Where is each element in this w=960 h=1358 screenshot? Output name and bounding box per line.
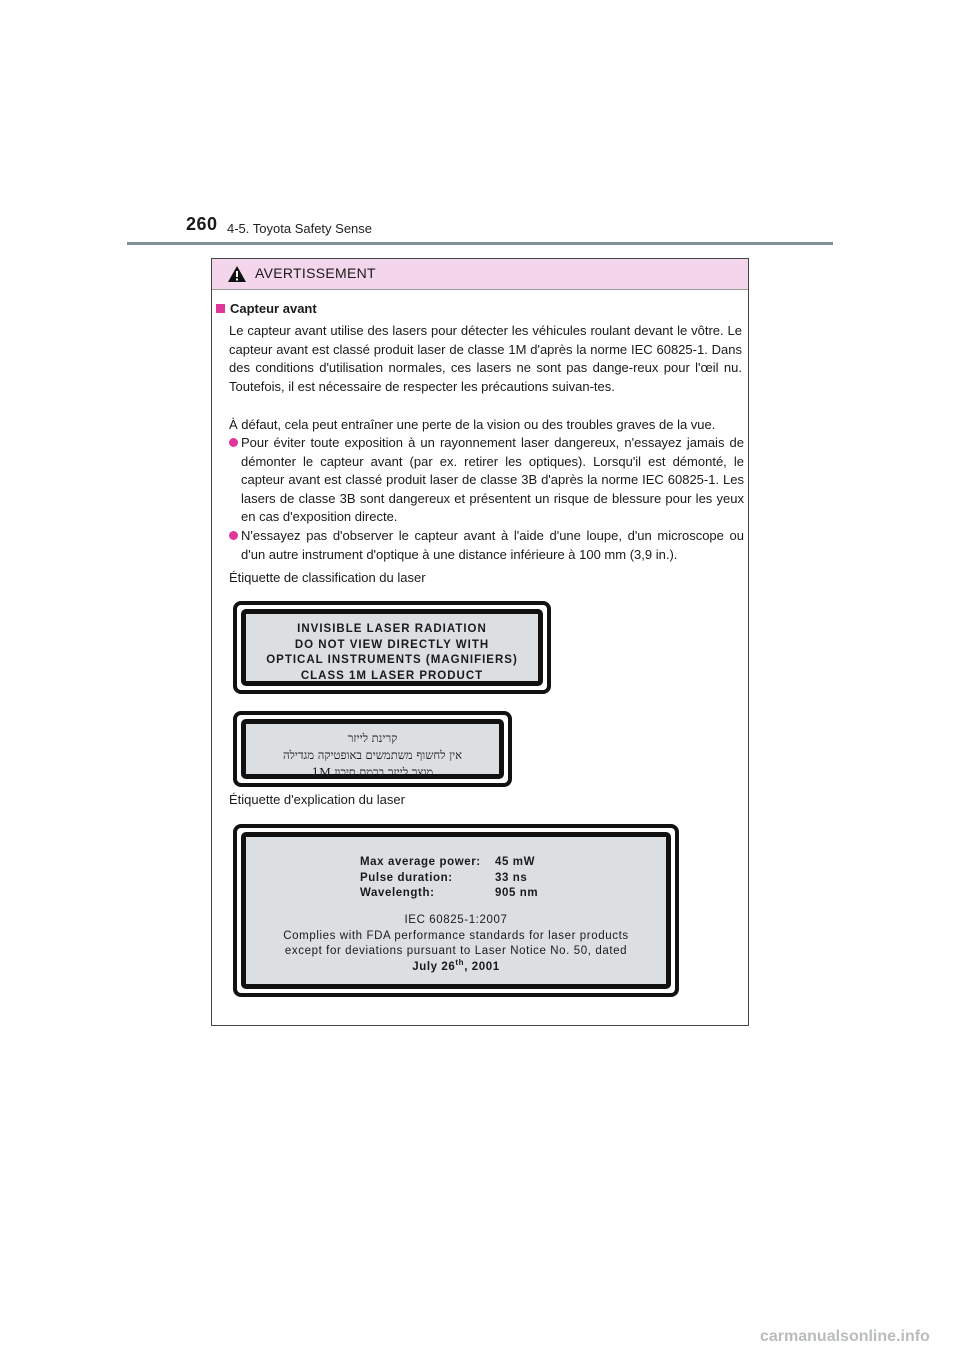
header-rule (127, 242, 833, 245)
spec-list (360, 855, 538, 902)
paragraph-2: À défaut, cela peut entraîner une perte de la vision ou des troubles graves de la vue. (229, 417, 716, 432)
date-line: July 26th, 2001 (412, 957, 500, 973)
label-line: OPTICAL INSTRUMENTS (MAGNIFIERS) (266, 654, 518, 666)
label-line: אין לחשוף משתמשים באופטיקה מגדילה (282, 748, 463, 762)
compliance-line: Complies with FDA performance standards for laser products (283, 929, 629, 942)
label-line: DO NOT VIEW DIRECTLY WITH (294, 638, 490, 651)
page-number: 260 (186, 214, 218, 234)
round-bullet-icon (229, 531, 238, 540)
watermark: carmanualsonline.info (760, 1328, 930, 1345)
label-line: CLASS 1M LASER PRODUCT (300, 669, 484, 682)
laser-explanation-label (233, 824, 679, 997)
label-line: מוצר לייזר ברמת סיכון 1M (311, 765, 434, 779)
subheading: Capteur avant (216, 301, 317, 316)
warning-title: AVERTISSEMENT (255, 265, 376, 281)
spec-row: Wavelength: 905 nm (360, 887, 539, 899)
label-line: INVISIBLE LASER RADIATION (297, 623, 487, 635)
bullet-item: N'essayez pas d'observer le capteur avant à l'aide d'une loupe, d'un microscope ou d'un autre instrument d'optique à une distance inférieure à 100 mm (3,9 in.). (229, 527, 744, 564)
standard-block (246, 913, 666, 975)
label-line: קרינת לייזר (347, 731, 398, 745)
section-title: 4-5. Toyota Safety Sense (227, 221, 373, 236)
caption-explanation: Étiquette d'explication du laser (229, 792, 405, 807)
warning-header (212, 259, 748, 290)
warning-triangle-icon (227, 265, 247, 283)
laser-hebrew-label (233, 711, 512, 787)
laser-classification-label (233, 601, 551, 694)
standard-line: IEC 60825-1:2007 (404, 914, 508, 926)
bullet-item: Pour éviter toute exposition à un rayonnement laser dangereux, n'essayez jamais de démonter le capteur avant (par ex. retirer les optiques). Lorsqu'il est démonté, le capteur avant est classé produit laser de classe 3B d'après la norme IEC 60825-1. Les lasers de classe 3B sont dangereux et présentent un risque de blessure pour les yeux en cas d'exposition directe. (229, 434, 744, 527)
paragraph-1: Le capteur avant utilise des lasers pour détecter les véhicules roulant devant le vôtre. Le capteur avant est classé produit laser de classe 1M d'après la norme IEC 60825-1. Dans des conditions d'utilisation normales, ces lasers ne sont pas dange-reux pour l'œil nu. Toutefois, il est nécessaire de respecter les précautions suivan-tes. (229, 323, 742, 394)
spec-row: Pulse duration: 33 ns (360, 871, 528, 884)
spec-row: Max average power: 45 mW (360, 856, 536, 868)
caption-classification: Étiquette de classification du laser (229, 570, 426, 585)
square-bullet-icon (216, 304, 225, 313)
round-bullet-icon (229, 438, 238, 447)
compliance-line: except for deviations pursuant to Laser Notice No. 50, dated (284, 945, 628, 957)
warning-box (211, 258, 749, 1026)
